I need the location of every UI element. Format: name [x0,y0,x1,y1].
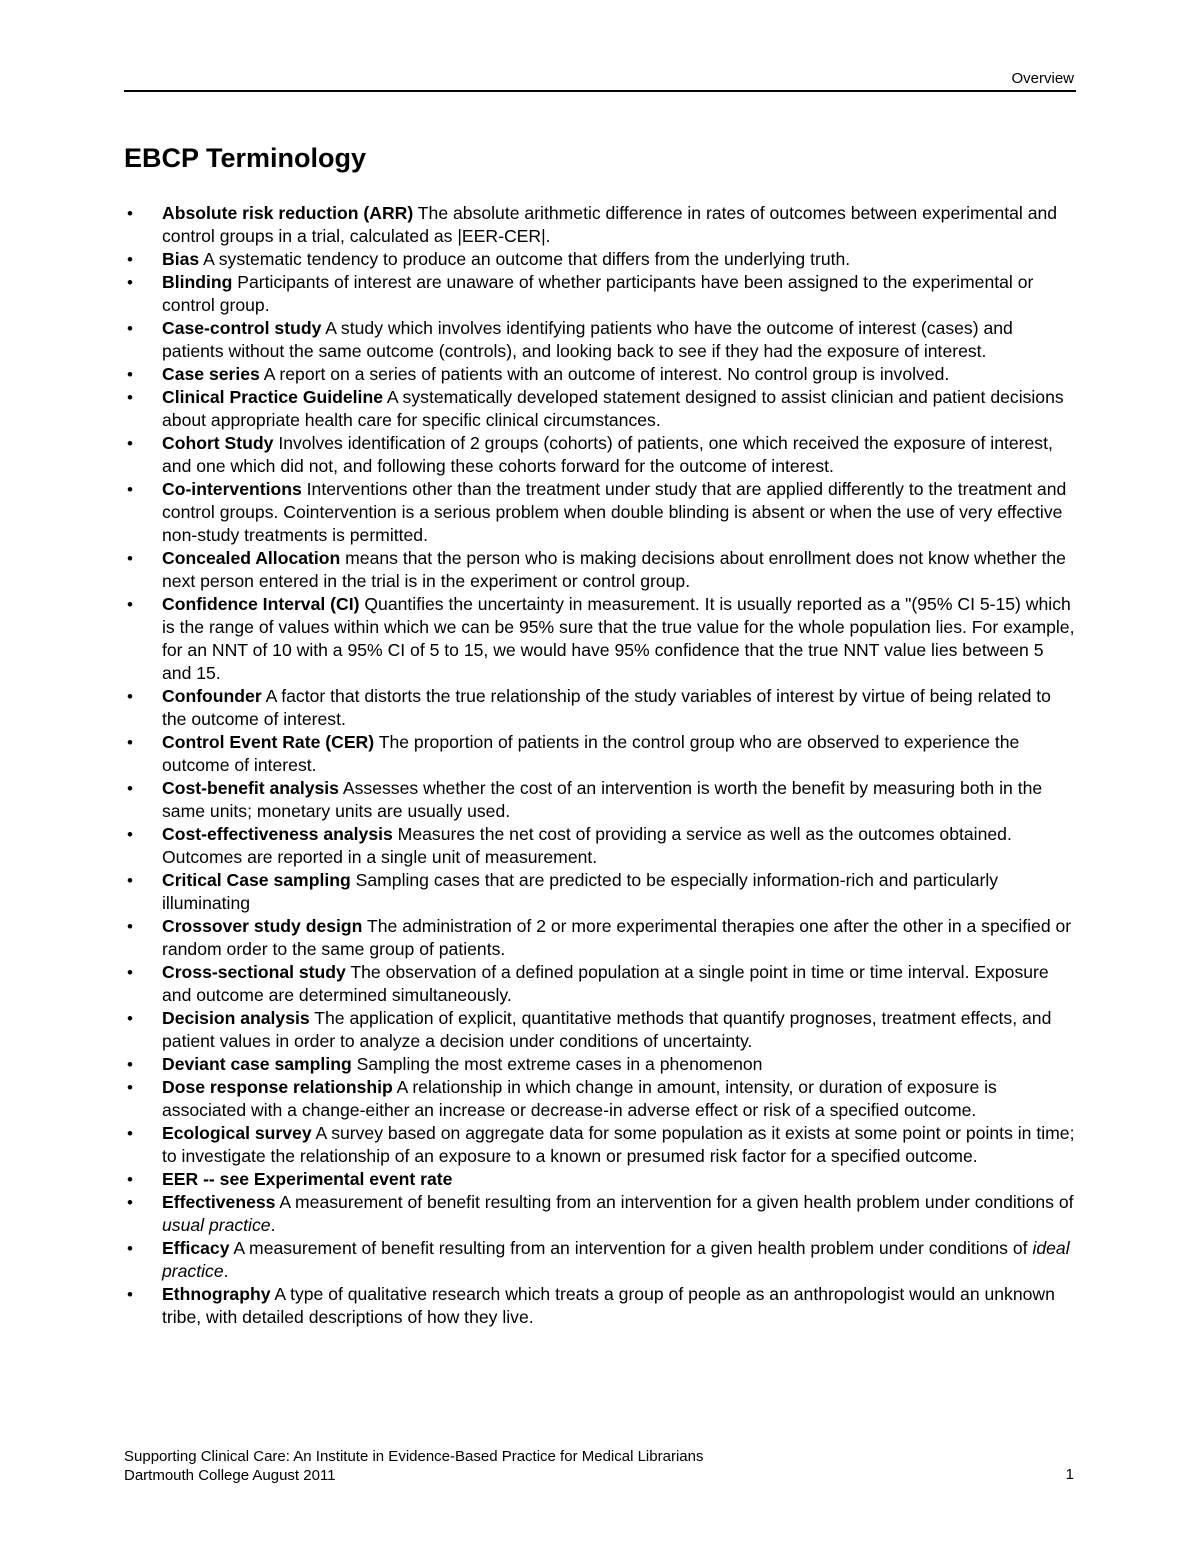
list-item [124,731,1076,777]
term-name: Crossover study design [162,916,363,936]
term-name: Control Event Rate (CER) [162,732,375,752]
bullet-icon: • [127,204,133,223]
term-name: Ethnography [162,1284,271,1304]
term-tail: . [223,1261,229,1281]
term-definition: Participants of interest are unaware of whether participants have been assigned to the experimental or control group. [162,272,1034,315]
term-definition: A factor that distorts the true relationship of the study variables of interest by virtue of being related to the outcome of interest. [162,686,1051,729]
list-item [124,386,1076,432]
bullet-icon: • [127,549,133,568]
bullet-icon: • [127,733,133,752]
bullet-icon: • [127,595,133,614]
term-name: Cost-benefit analysis [162,778,339,798]
term-definition: The application of explicit, quantitative methods that quantify prognoses, treatment effects, and patient values in order to analyze a decision under conditions of uncertainty. [162,1008,1052,1051]
term-definition: The absolute arithmetic difference in rates of outcomes between experimental and control groups in a trial, calculated as |EER-CER|. [162,203,1058,246]
term-name: Case series [162,364,260,384]
footer [124,1447,1076,1485]
term-name: Cohort Study [162,433,274,453]
list-item [124,915,1076,961]
running-header: Overview [1011,70,1074,87]
bullet-icon: • [127,388,133,407]
bullet-icon: • [127,871,133,890]
bullet-icon: • [127,825,133,844]
list-item [124,777,1076,823]
footer-line-1: Supporting Clinical Care: An Institute in Evidence-Based Practice for Medical Librarians [124,1448,704,1465]
term-definition: A relationship in which change in amount, intensity, or duration of exposure is associated with a change-either an increase or decrease-in adverse effect or risk of a specified outcome. [162,1077,997,1120]
term-tail: . [270,1215,276,1235]
term-definition: Sampling the most extreme cases in a phenomenon [356,1054,763,1074]
term-name: Ecological survey [162,1123,312,1143]
list-item [124,547,1076,593]
list-item [124,202,1076,248]
list-item [124,869,1076,915]
term-definition: A systematic tendency to produce an outcome that differs from the underlying truth. [203,249,851,269]
term-name: Co-interventions [162,479,302,499]
term-name: Cost-effectiveness analysis [162,824,393,844]
bullet-icon: • [127,963,133,982]
bullet-icon: • [127,250,133,269]
term-definition: Assesses whether the cost of an intervention is worth the benefit by measuring both in the same units; monetary units are usually used. [162,778,1043,821]
term-definition: A survey based on aggregate data for some population as it exists at some point or points in time; to investigate the relationship of an exposure to a known or presumed risk factor for a specified outcome. [162,1123,1075,1166]
term-definition: A systematically developed statement designed to assist clinician and patient decisions about appropriate health care for specific clinical circumstances. [162,387,1064,430]
term-emphasis: usual practice [162,1215,271,1235]
list-item [124,685,1076,731]
footer-line-2: Dartmouth College August 2011 [124,1467,336,1484]
list-item [124,1283,1076,1329]
bullet-icon: • [127,1239,133,1258]
term-name: Blinding [162,272,233,292]
term-emphasis: ideal practice [162,1238,1070,1281]
terminology-list [124,202,1076,1329]
term-definition: A measurement of benefit resulting from an intervention for a given health problem under conditions of [279,1192,1074,1212]
term-name: Case-control study [162,318,322,338]
bullet-icon: • [127,1078,133,1097]
term-definition: The proportion of patients in the control group who are observed to experience the outcome of interest. [162,732,1020,775]
term-definition: The administration of 2 or more experimental therapies one after the other in a specified or random order to the same group of patients. [162,916,1072,959]
bullet-icon: • [127,1124,133,1143]
bullet-icon: • [127,365,133,384]
term-definition: Sampling cases that are predicted to be especially information-rich and particularly illuminating [162,870,999,913]
term-name: EER -- see Experimental event rate [162,1169,453,1189]
bullet-icon: • [127,480,133,499]
term-name: Bias [162,249,200,269]
bullet-icon: • [127,1055,133,1074]
term-name: Cross-sectional study [162,962,346,982]
page-title: EBCP Terminology [124,143,367,173]
term-definition: Quantifies the uncertainty in measurement. It is usually reported as a "(95% CI 5-15) which is the range of values within which we can be 95% sure that the true value for the whole population lies. For example, for an NNT of 10 with a 95% CI of 5 to 15, we would have 95% confidence that the true NNT value lies between 5 and 15. [162,594,1075,683]
term-name: Efficacy [162,1238,230,1258]
term-name: Confounder [162,686,262,706]
list-item [124,1191,1076,1237]
list-item [124,1237,1076,1283]
term-definition: A type of qualitative research which treats a group of people as an anthropologist would an unknown tribe, with detailed descriptions of how they live. [162,1284,1055,1327]
term-definition: Interventions other than the treatment under study that are applied differently to the treatment and control groups. Cointervention is a serious problem when double blinding is absent or when the use of very effective non-study treatments is permitted. [162,479,1067,545]
list-item [124,248,1076,271]
term-definition: means that the person who is making decisions about enrollment does not know whether the next person entered in the trial is in the experiment or control group. [162,548,1066,591]
term-name: Deviant case sampling [162,1054,352,1074]
bullet-icon: • [127,917,133,936]
bullet-icon: • [127,779,133,798]
term-definition: A study which involves identifying patients who have the outcome of interest (cases) and patients without the same outcome (controls), and looking back to see if they had the exposure of interest. [162,318,1013,361]
list-item [124,432,1076,478]
term-name: Absolute risk reduction (ARR) [162,203,414,223]
term-definition: The observation of a defined population at a single point in time or time interval. Exposure and outcome are determined simultaneously. [162,962,1049,1005]
bullet-icon: • [127,1193,133,1212]
list-item [124,1007,1076,1053]
list-item [124,1076,1076,1122]
term-definition: Measures the net cost of providing a service as well as the outcomes obtained. Outcomes are reported in a single unit of measurement. [162,824,1012,867]
list-item [124,363,1076,386]
list-item [124,317,1076,363]
bullet-icon: • [127,1009,133,1028]
header-rule [124,90,1076,92]
list-item [124,961,1076,1007]
term-name: Effectiveness [162,1192,276,1212]
list-item [124,1168,1076,1191]
list-item [124,1122,1076,1168]
list-item [124,271,1076,317]
term-definition: Involves identification of 2 groups (cohorts) of patients, one which received the exposure of interest, and one which did not, and following these cohorts forward for the outcome of interest. [162,433,1053,476]
list-item [124,478,1076,547]
bullet-icon: • [127,687,133,706]
bullet-icon: • [127,273,133,292]
term-name: Concealed Allocation [162,548,341,568]
bullet-icon: • [127,1285,133,1304]
bullet-icon: • [127,319,133,338]
list-item [124,1053,1076,1076]
term-name: Dose response relationship [162,1077,393,1097]
term-name: Decision analysis [162,1008,310,1028]
list-item [124,593,1076,685]
bullet-icon: • [127,434,133,453]
term-definition: A report on a series of patients with an outcome of interest. No control group is involved. [263,364,950,384]
term-name: Critical Case sampling [162,870,351,890]
term-definition: A measurement of benefit resulting from an intervention for a given health problem under conditions of [233,1238,1028,1258]
term-name: Confidence Interval (CI) [162,594,360,614]
list-item [124,823,1076,869]
bullet-icon: • [127,1170,133,1189]
term-name: Clinical Practice Guideline [162,387,383,407]
page-number: 1 [1065,1466,1074,1483]
